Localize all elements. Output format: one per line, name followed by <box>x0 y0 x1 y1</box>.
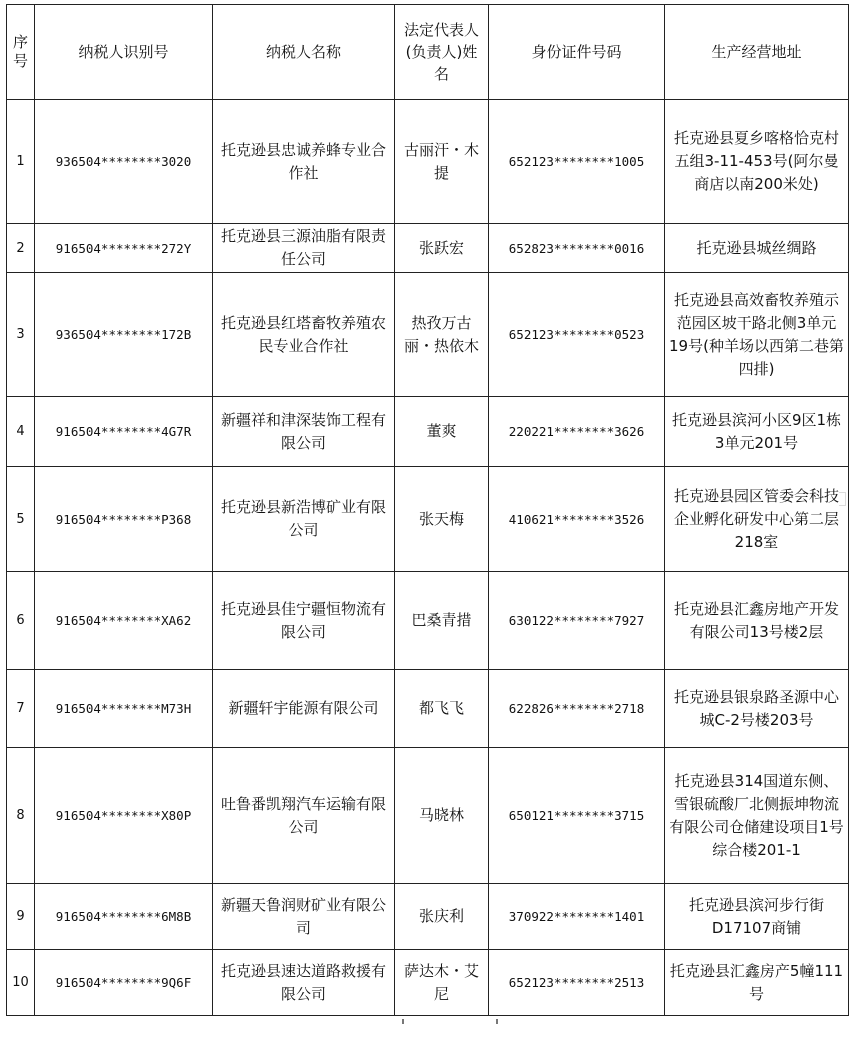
cell-taxpayer-id: 916504********9Q6F <box>35 950 213 1016</box>
cell-taxpayer-id: 936504********172B <box>35 273 213 397</box>
cell-id-number: 652123********0523 <box>489 273 665 397</box>
header-id-number: 身份证件号码 <box>489 5 665 100</box>
cell-legal-rep: 萨达木・艾尼 <box>395 950 489 1016</box>
cell-legal-rep: 巴桑青措 <box>395 572 489 670</box>
header-taxpayer-name: 纳税人名称 <box>213 5 395 100</box>
header-address: 生产经营地址 <box>665 5 849 100</box>
cell-seq: 8 <box>7 748 35 884</box>
cell-taxpayer-name: 托克逊县速达道路救援有限公司 <box>213 950 395 1016</box>
edge-mark <box>839 492 846 506</box>
cell-taxpayer-name: 托克逊县忠诚养蜂专业合作社 <box>213 100 395 224</box>
cell-seq: 2 <box>7 224 35 273</box>
cell-taxpayer-id: 916504********6M8B <box>35 884 213 950</box>
cell-address: 托克逊县汇鑫房产5幢111号 <box>665 950 849 1016</box>
cell-taxpayer-name: 新疆祥和津深装饰工程有限公司 <box>213 397 395 467</box>
header-seq: 序号 <box>7 5 35 100</box>
cell-address: 托克逊县银泉路圣源中心城C-2号楼203号 <box>665 670 849 748</box>
cell-taxpayer-id: 916504********4G7R <box>35 397 213 467</box>
cell-address: 托克逊县滨河步行街D17107商铺 <box>665 884 849 950</box>
table-row <box>7 100 849 224</box>
cell-legal-rep: 都飞飞 <box>395 670 489 748</box>
cell-taxpayer-name: 托克逊县佳宁疆恒物流有限公司 <box>213 572 395 670</box>
cell-legal-rep: 张庆利 <box>395 884 489 950</box>
cell-legal-rep: 热孜万古丽・热依木 <box>395 273 489 397</box>
table-row <box>7 748 849 884</box>
cell-taxpayer-id: 916504********M73H <box>35 670 213 748</box>
cell-taxpayer-id: 916504********XA62 <box>35 572 213 670</box>
scan-mark <box>496 1019 498 1024</box>
table-row <box>7 884 849 950</box>
cell-seq: 5 <box>7 467 35 572</box>
cell-taxpayer-id: 916504********P368 <box>35 467 213 572</box>
cell-id-number: 220221********3626 <box>489 397 665 467</box>
cell-legal-rep: 古丽汗・木提 <box>395 100 489 224</box>
scan-mark <box>402 1019 404 1024</box>
cell-legal-rep: 董爽 <box>395 397 489 467</box>
table-row <box>7 397 849 467</box>
cell-address: 托克逊县园区管委会科技企业孵化研发中心第二层218室 <box>665 467 849 572</box>
header-taxpayer-id: 纳税人识别号 <box>35 5 213 100</box>
table-row <box>7 670 849 748</box>
cell-id-number: 630122********7927 <box>489 572 665 670</box>
cell-taxpayer-name: 托克逊县三源油脂有限责任公司 <box>213 224 395 273</box>
cell-taxpayer-id: 916504********272Y <box>35 224 213 273</box>
table-row <box>7 224 849 273</box>
cell-taxpayer-id: 916504********X80P <box>35 748 213 884</box>
cell-id-number: 652123********2513 <box>489 950 665 1016</box>
cell-id-number: 652123********1005 <box>489 100 665 224</box>
taxpayer-table <box>6 4 849 1016</box>
cell-address: 托克逊县314国道东侧、雪银硫酸厂北侧振坤物流有限公司仓储建设项目1号综合楼201-1 <box>665 748 849 884</box>
cell-address: 托克逊县汇鑫房地产开发有限公司13号楼2层 <box>665 572 849 670</box>
cell-legal-rep: 张跃宏 <box>395 224 489 273</box>
cell-taxpayer-id: 936504********3020 <box>35 100 213 224</box>
cell-id-number: 650121********3715 <box>489 748 665 884</box>
cell-taxpayer-name: 新疆天鲁润财矿业有限公司 <box>213 884 395 950</box>
cell-address: 托克逊县滨河小区9区1栋3单元201号 <box>665 397 849 467</box>
table-row <box>7 273 849 397</box>
cell-taxpayer-name: 托克逊县新浩博矿业有限公司 <box>213 467 395 572</box>
cell-address: 托克逊县城丝绸路 <box>665 224 849 273</box>
cell-seq: 10 <box>7 950 35 1016</box>
table-row <box>7 467 849 572</box>
cell-legal-rep: 张天梅 <box>395 467 489 572</box>
table-header-row <box>7 5 849 100</box>
cell-id-number: 370922********1401 <box>489 884 665 950</box>
cell-seq: 3 <box>7 273 35 397</box>
cell-legal-rep: 马晓林 <box>395 748 489 884</box>
cell-seq: 7 <box>7 670 35 748</box>
cell-seq: 4 <box>7 397 35 467</box>
header-legal-rep: 法定代表人(负责人)姓名 <box>395 5 489 100</box>
cell-id-number: 622826********2718 <box>489 670 665 748</box>
table-row <box>7 950 849 1016</box>
cell-address: 托克逊县高效畜牧养殖示范园区坡干路北侧3单元19号(种羊场以西第二巷第四排) <box>665 273 849 397</box>
cell-taxpayer-name: 吐鲁番凯翔汽车运输有限公司 <box>213 748 395 884</box>
cell-id-number: 410621********3526 <box>489 467 665 572</box>
cell-seq: 6 <box>7 572 35 670</box>
cell-seq: 9 <box>7 884 35 950</box>
table-row <box>7 572 849 670</box>
cell-seq: 1 <box>7 100 35 224</box>
cell-taxpayer-name: 托克逊县红塔畜牧养殖农民专业合作社 <box>213 273 395 397</box>
cell-taxpayer-name: 新疆轩宇能源有限公司 <box>213 670 395 748</box>
cell-id-number: 652823********0016 <box>489 224 665 273</box>
cell-address: 托克逊县夏乡喀格恰克村五组3-11-453号(阿尔曼商店以南200米处) <box>665 100 849 224</box>
